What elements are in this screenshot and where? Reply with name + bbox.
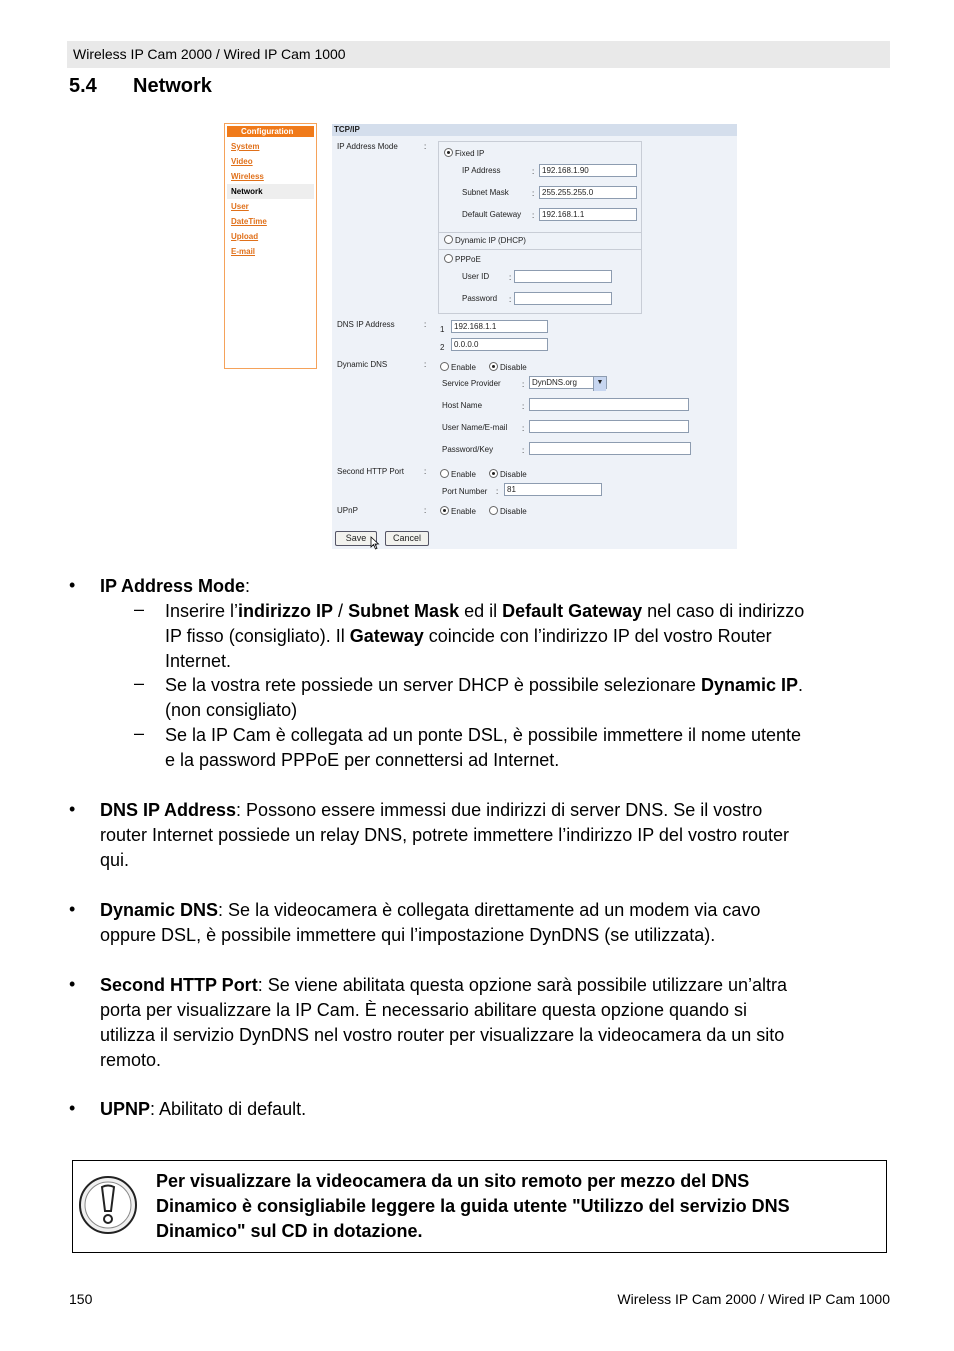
radio-icon[interactable] <box>440 469 449 478</box>
chevron-down-icon[interactable]: ▼ <box>593 377 606 391</box>
radio-icon[interactable] <box>444 254 453 263</box>
host-name-label: Host Name <box>442 401 483 410</box>
bullet-marker: • <box>69 575 76 595</box>
panel-title: TCP/IP <box>332 124 737 136</box>
colon: : <box>424 360 427 369</box>
dns2-input[interactable]: 0.0.0.0 <box>451 338 548 351</box>
service-provider-select[interactable]: DynDNS.org ▼ <box>529 376 607 389</box>
section-name: Network <box>133 75 212 97</box>
port-number-label: Port Number <box>442 487 488 496</box>
sidebar-heading: Configuration <box>227 126 314 137</box>
http-disable-option[interactable]: Disable <box>489 469 527 479</box>
ddns-paragraph: Dynamic DNS: Se la videocamera è collegata direttamente ad un modem via cavo oppure DSL, è possibile immettere qui l’impostazione DynDNS (se utilizzata). <box>100 900 761 945</box>
dns2-index: 2 <box>440 343 445 352</box>
header-title: Wireless IP Cam 2000 / Wired IP Cam 1000 <box>73 46 346 62</box>
bullet-marker: • <box>69 974 76 994</box>
sidebar-item-upload[interactable]: Upload <box>231 232 259 241</box>
colon: : <box>509 273 512 282</box>
colon: : <box>424 467 427 476</box>
colon: : <box>532 189 535 198</box>
fixed-ip-option[interactable]: Fixed IP <box>444 148 484 158</box>
dash-item-dhcp: Se la vostra rete possiede un server DHCP è possibile selezionare Dynamic IP. (non consigliato) <box>165 675 804 720</box>
user-email-label: User Name/E-mail <box>442 423 508 432</box>
dash-marker: – <box>134 723 145 743</box>
user-email-input[interactable] <box>529 420 689 433</box>
password-label: Password <box>462 294 498 303</box>
subnet-mask-input[interactable]: 255.255.255.0 <box>539 186 637 199</box>
dns1-input[interactable]: 192.168.1.1 <box>451 320 548 333</box>
gateway-input[interactable]: 192.168.1.1 <box>539 208 637 221</box>
cursor-icon <box>370 536 380 550</box>
sidebar-item-network[interactable]: Network <box>227 184 314 199</box>
dash-item-pppoe: Se la IP Cam è collegata ad un ponte DSL, è possibile immettere il nome utente e la password PPPoE per connettersi ad Internet. <box>165 725 802 770</box>
term: IP Address Mode <box>100 576 246 596</box>
dns1-index: 1 <box>440 325 445 334</box>
upnp-enable-option[interactable]: Enable <box>440 506 476 516</box>
user-id-label: User ID <box>462 272 490 281</box>
sidebar-item-system[interactable]: System <box>231 142 260 151</box>
sidebar-item-email[interactable]: E-mail <box>231 247 256 256</box>
service-provider-label: Service Provider <box>442 379 501 388</box>
sidebar-item-datetime[interactable]: DateTime <box>231 217 267 226</box>
colon: : <box>532 211 535 220</box>
note-box <box>72 1160 887 1253</box>
colon: : <box>522 402 525 411</box>
colon: : <box>522 380 525 389</box>
sidebar-item-user[interactable]: User <box>231 202 249 211</box>
password-key-input[interactable] <box>529 442 691 455</box>
dns-paragraph: DNS IP Address: Possono essere immessi due indirizzi di server DNS. Se il vostro router Internet possiede un relay DNS, potrete immettere l’indirizzo IP del vostro router qui. <box>100 800 789 870</box>
dash-marker: – <box>134 599 145 619</box>
host-name-input[interactable] <box>529 398 689 411</box>
password-input[interactable] <box>514 292 612 305</box>
user-id-input[interactable] <box>514 270 612 283</box>
tcpip-panel <box>332 124 737 549</box>
colon: : <box>424 506 427 515</box>
config-sidebar <box>224 123 317 369</box>
colon: : <box>509 295 512 304</box>
upnp-label: UPnP <box>337 506 358 515</box>
ip-address-input[interactable]: 192.168.1.90 <box>539 164 637 177</box>
radio-icon[interactable] <box>489 506 498 515</box>
password-key-label: Password/Key <box>442 445 494 454</box>
dash-item-fixed-ip: Inserire l’indirizzo IP / Subnet Mask ed il Default Gateway nel caso di indirizzo IP fisso (consigliato). Il Gateway coincide con l’indirizzo IP del vostro Router Internet. <box>165 601 805 671</box>
dns-label: DNS IP Address <box>337 320 395 329</box>
upnp-disable-option[interactable]: Disable <box>489 506 527 516</box>
radio-icon[interactable] <box>444 235 453 244</box>
section-title <box>69 75 212 98</box>
colon: : <box>424 320 427 329</box>
sidebar-item-video[interactable]: Video <box>231 157 253 166</box>
ip-mode-paragraph: IP Address Mode: <box>100 576 251 596</box>
port-number-input[interactable]: 81 <box>504 483 602 496</box>
http-enable-option[interactable]: Enable <box>440 469 476 479</box>
ddns-disable-option[interactable]: Disable <box>489 362 527 372</box>
subnet-mask-label: Subnet Mask <box>462 188 509 197</box>
colon: : <box>496 487 499 496</box>
colon: : <box>522 446 525 455</box>
ddns-label: Dynamic DNS <box>337 360 388 369</box>
colon: : <box>424 142 427 151</box>
note-text: Per visualizzare la videocamera da un sito remoto per mezzo del DNS Dinamico è consigliabile leggere la guida utente "Utilizzo del servizio DNS Dinamico" sul CD in dotazione. <box>156 1171 790 1241</box>
radio-selected-icon[interactable] <box>489 469 498 478</box>
gateway-label: Default Gateway <box>462 210 522 219</box>
sidebar-item-wireless[interactable]: Wireless <box>231 172 264 181</box>
radio-icon[interactable] <box>440 362 449 371</box>
radio-selected-icon[interactable] <box>444 148 453 157</box>
second-http-paragraph: Second HTTP Port: Se viene abilitata questa opzione sarà possibile utilizzare un’altra porta per visualizzare la IP Cam. È necessario abilitare questa opzione quando si utilizza il servizio DynDNS nel vostro router per visualizzare la videocamera da un sito remoto. <box>100 975 787 1070</box>
dash-marker: – <box>134 673 145 693</box>
exclamation-icon <box>78 1175 138 1235</box>
ddns-enable-option[interactable]: Enable <box>440 362 476 372</box>
radio-selected-icon[interactable] <box>489 362 498 371</box>
second-http-label: Second HTTP Port <box>337 467 404 476</box>
footer-title: Wireless IP Cam 2000 / Wired IP Cam 1000 <box>617 1291 890 1307</box>
radio-selected-icon[interactable] <box>440 506 449 515</box>
network-config-screenshot <box>224 123 737 550</box>
ip-mode-label: IP Address Mode <box>337 142 398 151</box>
page-header <box>67 41 890 68</box>
ip-address-label: IP Address <box>462 166 501 175</box>
colon: : <box>532 167 535 176</box>
page-number: 150 <box>69 1291 93 1307</box>
upnp-paragraph: UPNP: Abilitato di default. <box>100 1099 307 1119</box>
colon: : <box>522 424 525 433</box>
save-button[interactable]: Save <box>335 531 377 546</box>
bullet-marker: • <box>69 899 76 919</box>
dhcp-option[interactable]: Dynamic IP (DHCP) <box>444 235 526 245</box>
bullet-marker: • <box>69 799 76 819</box>
cancel-button[interactable]: Cancel <box>385 531 429 546</box>
section-number: 5.4 <box>69 75 97 97</box>
bullet-marker: • <box>69 1098 76 1118</box>
pppoe-option[interactable]: PPPoE <box>444 254 481 264</box>
